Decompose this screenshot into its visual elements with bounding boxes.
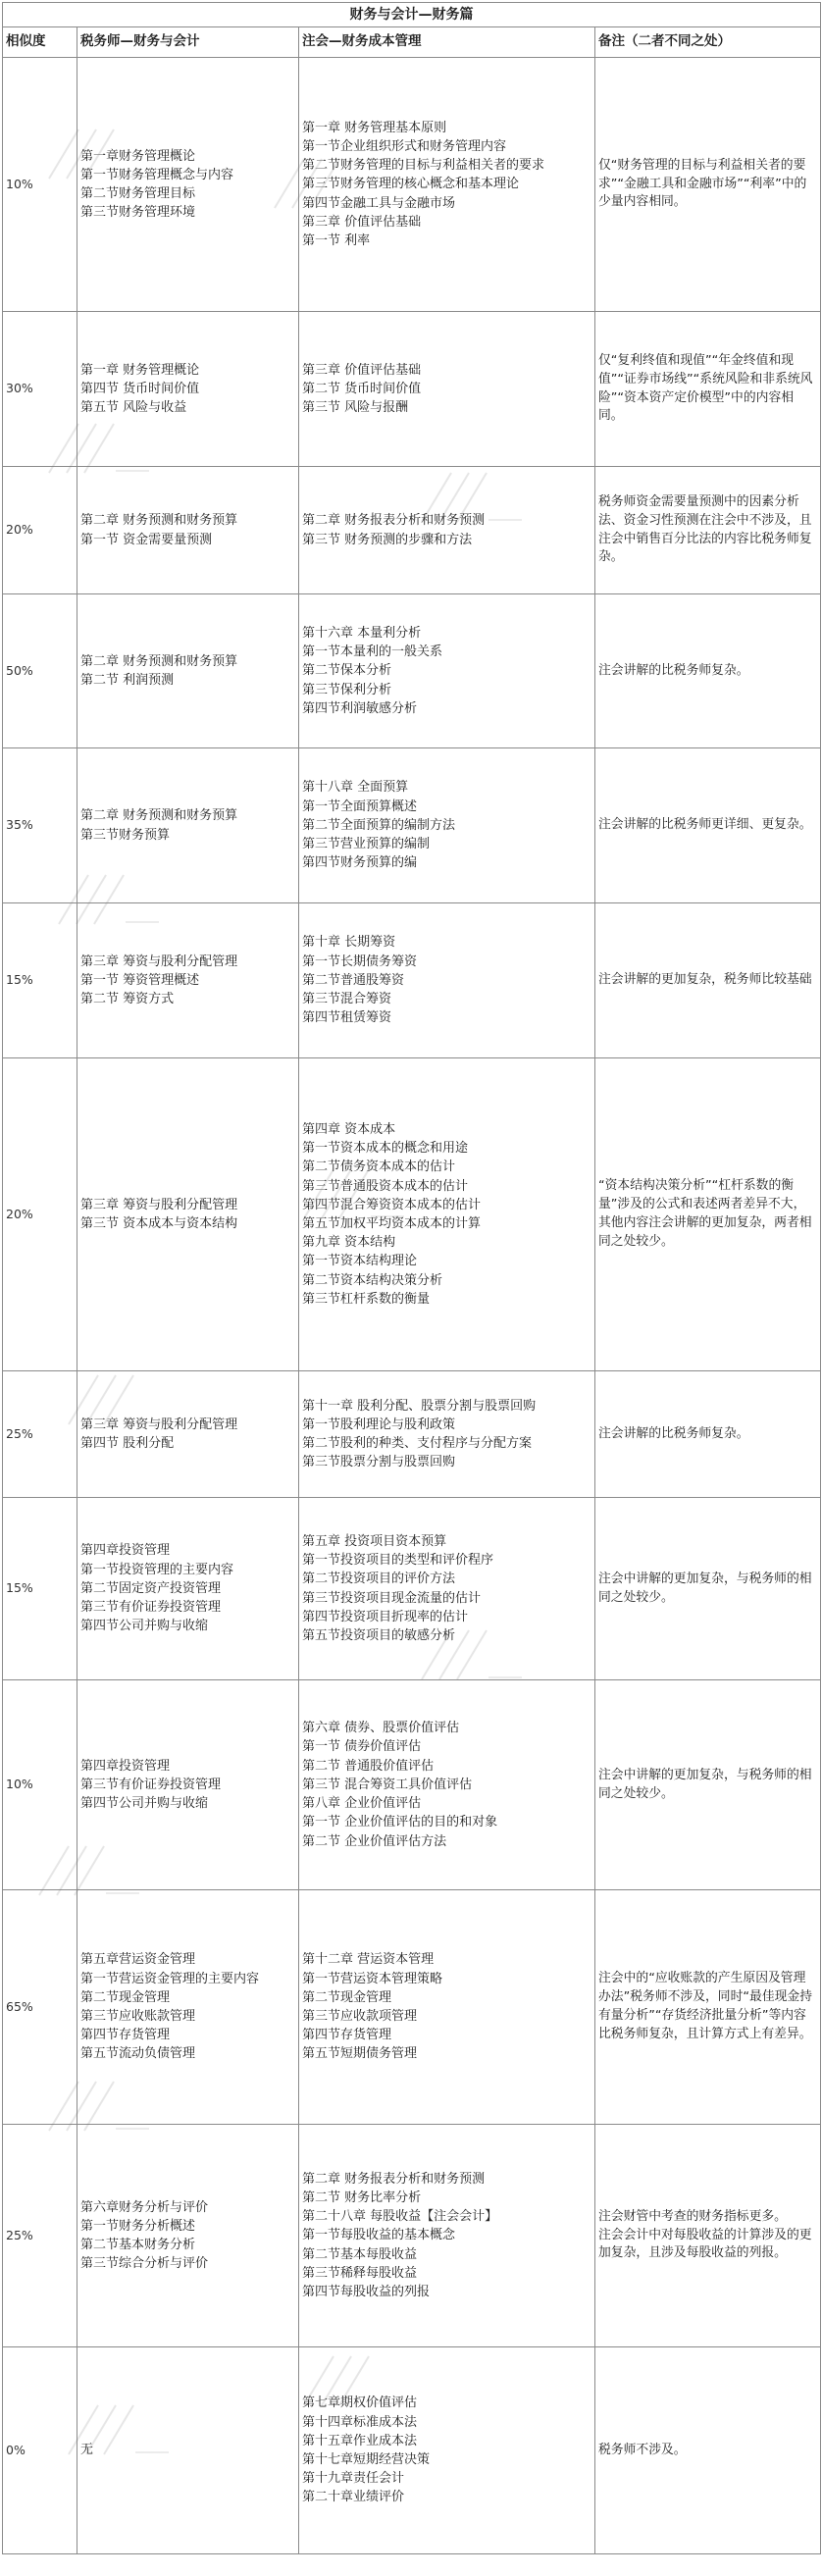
cpa-chapter-line: 第二节保本分析 — [302, 663, 392, 679]
tax-chapter-line: 无 — [80, 2443, 94, 2458]
cpa-chapter-line: 第三节应收款项管理 — [302, 2009, 418, 2024]
tax-agent-cell — [77, 1680, 299, 1890]
cpa-chapter-line: 第二节债务资本成本的估计 — [302, 1159, 456, 1175]
tax-chapter-line: 第三节 资本成本与资本结构 — [80, 1216, 238, 1231]
cpa-chapter-line: 第三节投资项目现金流量的估计 — [302, 1590, 482, 1606]
cpa-chapter-line: 第三节保利分析 — [302, 682, 392, 697]
tax-agent-cell — [77, 467, 299, 594]
tax-agent-cell — [77, 1058, 299, 1371]
similarity-cell: 35% — [3, 748, 77, 903]
tax-chapter-line: 第一节财务管理概念与内容 — [80, 167, 234, 182]
tax-chapter-line: 第三节综合分析与评价 — [80, 2256, 209, 2272]
similarity-cell: 65% — [3, 1890, 77, 2125]
notes-cell — [595, 748, 821, 903]
cpa-chapter-line: 第二节 货币时间价值 — [302, 381, 422, 396]
cpa-chapter-line: 第十五章作业成本法 — [302, 2433, 418, 2448]
cpa-cell — [299, 2125, 595, 2347]
cpa-chapter-line: 第一节企业组织形式和财务管理内容 — [302, 138, 507, 154]
tax-chapter-line: 第二章 财务预测和财务预算 — [80, 513, 238, 529]
tax-chapter-line: 第三节应收账款管理 — [80, 2009, 196, 2024]
cpa-chapter-line: 第三节营业预算的编制 — [302, 837, 431, 852]
cpa-chapter-line: 第二节基本每股收益 — [302, 2246, 418, 2262]
cpa-cell — [299, 467, 595, 594]
cpa-chapter-line: 第二节投资项目的评价方法 — [302, 1571, 456, 1587]
tax-chapter-line: 第一章 财务管理概论 — [80, 362, 200, 378]
cpa-cell — [299, 1890, 595, 2125]
note-line: 注会中的“应收账款的产生原因及管理办法”税务师不涉及，同时“最佳现金持有量分析”“存货经济批量分析”等内容比税务师复杂，且计算方式上有差异。 — [598, 1971, 813, 2041]
table-row — [3, 1498, 821, 1680]
cpa-chapter-line: 第三节杠杆系数的衡量 — [302, 1291, 431, 1307]
cpa-chapter-line: 第一节每股收益的基本概念 — [302, 2228, 456, 2243]
cpa-chapter-line: 第三节股票分割与股票回购 — [302, 1455, 456, 1470]
tax-agent-cell — [77, 748, 299, 903]
cpa-chapter-line: 第三节稀释每股收益 — [302, 2265, 418, 2281]
similarity-cell: 20% — [3, 1058, 77, 1371]
table-row — [3, 594, 821, 748]
cpa-chapter-line: 第四节混合筹资资本成本的估计 — [302, 1197, 482, 1212]
notes-cell — [595, 58, 821, 312]
table-row — [3, 58, 821, 312]
cpa-chapter-line: 第三节 财务预测的步骤和方法 — [302, 532, 473, 547]
header-similarity: 相似度 — [3, 27, 77, 58]
cpa-chapter-line: 第二节现金管理 — [302, 1989, 392, 2005]
tax-chapter-line: 第四节 股利分配 — [80, 1436, 175, 1451]
tax-chapter-line: 第一节财务分析概述 — [80, 2218, 196, 2234]
tax-agent-cell — [77, 312, 299, 467]
table-row — [3, 2347, 821, 2554]
cpa-chapter-line: 第四节存货管理 — [302, 2028, 392, 2043]
tax-chapter-line: 第二节基本财务分析 — [80, 2238, 196, 2252]
cpa-chapter-line: 第五节投资项目的敏感分析 — [302, 1627, 456, 1643]
table-row — [3, 748, 821, 903]
cpa-cell — [299, 58, 595, 312]
tax-agent-cell — [77, 58, 299, 312]
table-row — [3, 2125, 821, 2347]
note-line: 注会讲解的比税务师复杂。 — [598, 1425, 749, 1441]
cpa-chapter-line: 第五节短期债务管理 — [302, 2046, 418, 2062]
cpa-chapter-line: 第一节 利率 — [302, 233, 371, 249]
comparison-table — [2, 2, 821, 2554]
cpa-cell — [299, 1498, 595, 1680]
table-row — [3, 467, 821, 594]
table-row — [3, 312, 821, 467]
note-line: 注会财管中考查的财务指标更多。 — [598, 2208, 787, 2224]
cpa-chapter-line: 第一节长期债务筹资 — [302, 953, 418, 969]
notes-cell — [595, 1058, 821, 1371]
header-row — [3, 27, 821, 58]
similarity-cell: 25% — [3, 2125, 77, 2347]
table-row — [3, 1058, 821, 1371]
tax-chapter-line: 第三章 筹资与股利分配管理 — [80, 1197, 238, 1212]
cpa-chapter-line: 第三节 混合筹资工具价值评估 — [302, 1777, 473, 1792]
header-cpa: 注会—财务成本管理 — [299, 27, 595, 58]
tax-agent-cell — [77, 594, 299, 748]
cpa-cell — [299, 903, 595, 1058]
notes-cell — [595, 1498, 821, 1680]
cpa-chapter-line: 第二节资本结构决策分析 — [302, 1272, 443, 1288]
tax-chapter-line: 第四节公司并购与收缩 — [80, 1619, 209, 1634]
cpa-chapter-line: 第三节混合筹资 — [302, 992, 392, 1007]
similarity-cell: 50% — [3, 594, 77, 748]
notes-cell — [595, 2347, 821, 2554]
cpa-chapter-line: 第十六章 本量利分析 — [302, 625, 422, 641]
tax-chapter-line: 第二章 财务预测和财务预算 — [80, 653, 238, 669]
cpa-chapter-line: 第一节全面预算概述 — [302, 799, 418, 814]
cpa-chapter-line: 第十二章 营运资本管理 — [302, 1952, 435, 1968]
tax-chapter-line: 第六章财务分析与评价 — [80, 2199, 209, 2215]
tax-chapter-line: 第三章 筹资与股利分配管理 — [80, 1417, 238, 1432]
tax-chapter-line: 第四章投资管理 — [80, 1543, 171, 1559]
similarity-cell: 10% — [3, 1680, 77, 1890]
note-line: 注会会计中对每股收益的计算涉及的更加复杂，且涉及每股收益的列报。 — [598, 2227, 812, 2261]
title-row — [3, 3, 821, 27]
notes-cell — [595, 467, 821, 594]
table-row — [3, 1890, 821, 2125]
note-line: 仅“财务管理的目标与利益相关者的要求”“金融工具和金融市场”“利率”中的少量内容相同。 — [598, 157, 807, 210]
cpa-chapter-line: 第四节每股收益的列报 — [302, 2285, 431, 2300]
tax-agent-cell — [77, 903, 299, 1058]
similarity-cell: 15% — [3, 903, 77, 1058]
cpa-cell — [299, 312, 595, 467]
cpa-chapter-line: 第三节普通股资本成本的估计 — [302, 1178, 469, 1194]
tax-chapter-line: 第三节有价证券投资管理 — [80, 1777, 222, 1792]
cpa-chapter-line: 第二节 财务比率分析 — [302, 2190, 422, 2205]
cpa-cell — [299, 594, 595, 748]
cpa-chapter-line: 第二节普通股筹资 — [302, 972, 405, 988]
tax-chapter-line: 第一节投资管理的主要内容 — [80, 1562, 234, 1577]
tax-chapter-line: 第二节 筹资方式 — [80, 992, 175, 1007]
cpa-chapter-line: 第六章 债券、股票价值评估 — [302, 1721, 460, 1736]
cpa-chapter-line: 第一节股利理论与股利政策 — [302, 1417, 456, 1432]
notes-cell — [595, 1890, 821, 2125]
similarity-cell: 15% — [3, 1498, 77, 1680]
cpa-chapter-line: 第四节租赁筹资 — [302, 1010, 392, 1026]
note-line: 注会讲解的比税务师复杂。 — [598, 662, 749, 678]
tax-chapter-line: 第五节流动负债管理 — [80, 2046, 196, 2062]
cpa-chapter-line: 第一章 财务管理基本原则 — [302, 120, 447, 135]
tax-chapter-line: 第四节公司并购与收缩 — [80, 1796, 209, 1812]
cpa-chapter-line: 第二节股利的种类、支付程序与分配方案 — [302, 1436, 533, 1451]
cpa-cell — [299, 1680, 595, 1890]
cpa-chapter-line: 第五章 投资项目资本预算 — [302, 1533, 447, 1549]
tax-chapter-line: 第二章 财务预测和财务预算 — [80, 808, 238, 824]
cpa-chapter-line: 第一节 债券价值评估 — [302, 1739, 422, 1755]
cpa-chapter-line: 第二节财务管理的目标与利益相关者的要求 — [302, 158, 545, 174]
header-notes: 备注（二者不同之处） — [595, 27, 821, 58]
cpa-chapter-line: 第五节加权平均资本成本的计算 — [302, 1216, 482, 1231]
tax-agent-cell — [77, 1890, 299, 2125]
cpa-chapter-line: 第四节金融工具与金融市场 — [302, 195, 456, 211]
notes-cell — [595, 594, 821, 748]
cpa-chapter-line: 第三节 风险与报酬 — [302, 400, 409, 416]
tax-chapter-line: 第三章 筹资与股利分配管理 — [80, 953, 238, 969]
cpa-chapter-line: 第一节本量利的一般关系 — [302, 644, 443, 660]
cpa-chapter-line: 第二十八章 每股收益【注会会计】 — [302, 2209, 498, 2225]
notes-cell — [595, 312, 821, 467]
cpa-chapter-line: 第九章 资本结构 — [302, 1235, 396, 1251]
cpa-chapter-line: 第四节财务预算的编 — [302, 855, 418, 871]
cpa-chapter-line: 第二章 财务报表分析和财务预测 — [302, 2171, 486, 2187]
tax-agent-cell — [77, 2125, 299, 2347]
tax-chapter-line: 第二节 利润预测 — [80, 673, 175, 688]
cpa-chapter-line: 第一节营运资本管理策略 — [302, 1971, 443, 1986]
cpa-cell — [299, 1058, 595, 1371]
cpa-chapter-line: 第四章 资本成本 — [302, 1121, 396, 1137]
cpa-chapter-line: 第四节投资项目折现率的估计 — [302, 1609, 469, 1624]
page — [0, 2, 822, 2576]
tax-chapter-line: 第三节有价证券投资管理 — [80, 1600, 222, 1616]
tax-chapter-line: 第一节营运资金管理的主要内容 — [80, 1971, 260, 1986]
table-row — [3, 903, 821, 1058]
cpa-chapter-line: 第十九章责任会计 — [302, 2471, 405, 2487]
tax-chapter-line: 第一节 筹资管理概述 — [80, 972, 200, 988]
tax-chapter-line: 第一章财务管理概论 — [80, 148, 196, 164]
tax-chapter-line: 第四节存货管理 — [80, 2028, 171, 2043]
tax-chapter-line: 第五节 风险与收益 — [80, 400, 187, 416]
cpa-chapter-line: 第一节资本结构理论 — [302, 1254, 418, 1269]
table-title: 财务与会计—财务篇 — [3, 3, 821, 27]
tax-chapter-line: 第三节财务预算 — [80, 827, 171, 843]
note-line: 注会讲解的比税务师更详细、更复杂。 — [598, 817, 812, 833]
similarity-cell: 0% — [3, 2347, 77, 2554]
cpa-cell — [299, 2347, 595, 2554]
table-row — [3, 1680, 821, 1890]
similarity-cell: 30% — [3, 312, 77, 467]
cpa-chapter-line: 第十八章 全面预算 — [302, 780, 409, 796]
note-line: 税务师不涉及。 — [598, 2442, 687, 2457]
tax-chapter-line: 第二节固定资产投资管理 — [80, 1580, 222, 1596]
cpa-chapter-line: 第四节利润敏感分析 — [302, 700, 418, 716]
cpa-chapter-line: 第二节 企业价值评估方法 — [302, 1833, 447, 1849]
tax-agent-cell — [77, 2347, 299, 2554]
notes-cell — [595, 1371, 821, 1498]
note-line: “资本结构决策分析”“杠杆系数的衡量”涉及的公式和表述两者差异不大，其他内容注会讲解的更加复杂，两者相同之处较少。 — [598, 1178, 812, 1249]
note-line: 税务师资金需要量预测中的因素分析法、资金习性预测在注会中不涉及，且注会中销售百分比法的内容比税务师复杂。 — [598, 493, 812, 565]
header-tax-agent: 税务师—财务与会计 — [77, 27, 299, 58]
notes-cell — [595, 903, 821, 1058]
cpa-chapter-line: 第十七章短期经营决策 — [302, 2452, 431, 2467]
tax-chapter-line: 第五章营运资金管理 — [80, 1952, 196, 1968]
tax-agent-cell — [77, 1498, 299, 1680]
tax-chapter-line: 第二节财务管理目标 — [80, 186, 196, 201]
tax-chapter-line: 第三节财务管理环境 — [80, 205, 196, 221]
cpa-cell — [299, 748, 595, 903]
cpa-chapter-line: 第七章期权价值评估 — [302, 2396, 418, 2411]
cpa-chapter-line: 第二十章业绩评价 — [302, 2490, 405, 2505]
similarity-cell: 20% — [3, 467, 77, 594]
cpa-chapter-line: 第一节资本成本的概念和用途 — [302, 1141, 469, 1157]
similarity-cell: 25% — [3, 1371, 77, 1498]
cpa-cell — [299, 1371, 595, 1498]
cpa-chapter-line: 第十四章标准成本法 — [302, 2414, 418, 2430]
cpa-chapter-line: 第一节 企业价值评估的目的和对象 — [302, 1815, 498, 1830]
cpa-chapter-line: 第十章 长期筹资 — [302, 935, 396, 951]
tax-chapter-line: 第四章投资管理 — [80, 1758, 171, 1774]
tax-chapter-line: 第四节 货币时间价值 — [80, 381, 200, 396]
note-line: 注会讲解的更加复杂，税务师比较基础 — [598, 972, 812, 988]
table-row — [3, 1371, 821, 1498]
tax-chapter-line: 第一节 资金需要量预测 — [80, 532, 213, 547]
cpa-chapter-line: 第二节全面预算的编制方法 — [302, 817, 456, 833]
cpa-chapter-line: 第二章 财务报表分析和财务预测 — [302, 513, 486, 529]
notes-cell — [595, 2125, 821, 2347]
cpa-chapter-line: 第二节 普通股价值评估 — [302, 1758, 435, 1774]
cpa-chapter-line: 第一节投资项目的类型和评价程序 — [302, 1553, 494, 1569]
cpa-chapter-line: 第三章 价值评估基础 — [302, 362, 422, 378]
table-body — [3, 58, 821, 2554]
cpa-chapter-line: 第三节财务管理的核心概念和基本理论 — [302, 177, 520, 192]
note-line: 仅“复利终值和现值”“年金终值和现值”“证券市场线”“系统风险和非系统风险”“资本资产定价模型”中的内容相同。 — [598, 352, 813, 424]
cpa-chapter-line: 第三章 价值评估基础 — [302, 214, 422, 230]
tax-chapter-line: 第二节现金管理 — [80, 1989, 171, 2005]
cpa-chapter-line: 第八章 企业价值评估 — [302, 1796, 422, 1812]
tax-agent-cell — [77, 1371, 299, 1498]
note-line: 注会中讲解的更加复杂，与税务师的相同之处较少。 — [598, 1767, 812, 1801]
notes-cell — [595, 1680, 821, 1890]
cpa-chapter-line: 第十一章 股利分配、股票分割与股票回购 — [302, 1398, 537, 1414]
note-line: 注会中讲解的更加复杂，与税务师的相同之处较少。 — [598, 1571, 812, 1605]
similarity-cell: 10% — [3, 58, 77, 312]
